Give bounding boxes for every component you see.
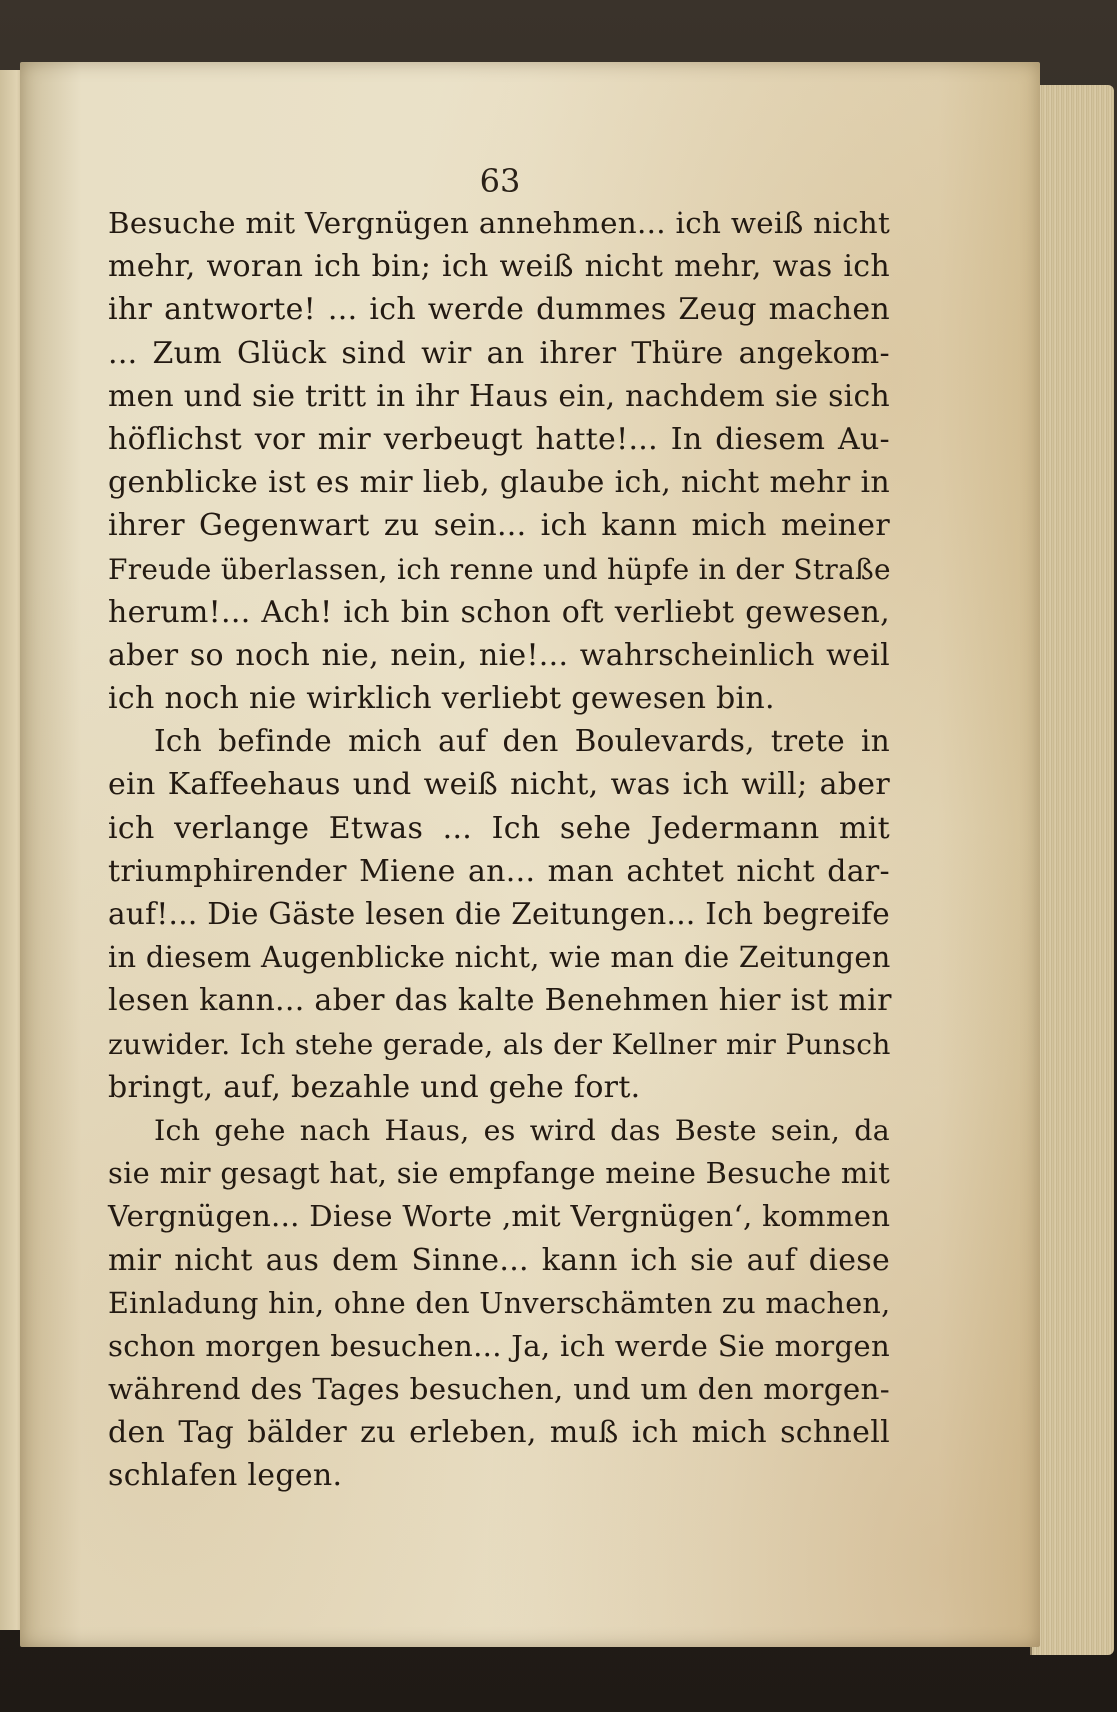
text-line: bringt, auf, bezahle und gehe fort. bbox=[108, 1069, 641, 1105]
text-line: ihr antworte! ... ich werde dummes Zeug machen bbox=[108, 292, 890, 328]
text-line: triumphirender Miene an... man achtet nicht dar- bbox=[108, 853, 890, 889]
text-line: Ich gehe nach Haus, es wird das Beste sein, da bbox=[154, 1113, 890, 1147]
text-line: den Tag bälder zu erleben, muß ich mich schnell bbox=[108, 1415, 890, 1451]
text-line: während des Tages besuchen, und um den morgen- bbox=[108, 1372, 890, 1407]
book-page bbox=[20, 62, 1040, 1647]
text-line: aber so noch nie, nein, nie!... wahrscheinlich weil bbox=[108, 637, 890, 673]
text-line: ... Zum Glück sind wir an ihrer Thüre angekom- bbox=[108, 335, 890, 371]
text-line: Besuche mit Vergnügen annehmen... ich weiß nicht bbox=[108, 206, 891, 240]
page-text bbox=[108, 202, 890, 1498]
page-edges bbox=[1030, 85, 1114, 1655]
text-line: sie mir gesagt hat, sie empfange meine Besuche mit bbox=[108, 1156, 890, 1191]
text-line: auf!... Die Gäste lesen die Zeitungen... Ich begreife bbox=[108, 897, 890, 931]
text-line: schon morgen besuchen... Ja, ich werde Sie morgen bbox=[108, 1328, 890, 1363]
text-line: in diesem Augenblicke nicht, wie man die Zeitungen bbox=[108, 940, 891, 975]
page-number: 63 bbox=[479, 162, 521, 200]
text-line: ein Kaffeehaus und weiß nicht, was ich will; aber bbox=[108, 767, 890, 803]
text-line: höflichst vor mir verbeugt hatte!... In diesem Au- bbox=[108, 421, 890, 457]
text-line: mehr, woran ich bin; ich weiß nicht mehr, was ich bbox=[108, 249, 890, 285]
text-line: lesen kann... aber das kalte Benehmen hier ist mir bbox=[108, 983, 892, 1019]
text-line: ich verlange Etwas ... Ich sehe Jedermann mit bbox=[108, 810, 890, 846]
text-line: Freude überlassen, ich renne und hüpfe in der Straße bbox=[108, 552, 891, 586]
text-line: Ich befinde mich auf den Boulevards, trete in bbox=[154, 724, 890, 759]
text-line: herum!... Ach! ich bin schon oft verliebt gewesen, bbox=[108, 594, 890, 630]
text-line: men und sie tritt in ihr Haus ein, nachdem sie sich bbox=[108, 378, 890, 414]
text-line: Vergnügen... Diese Worte ‚mit Vergnügen‘, kommen bbox=[108, 1199, 891, 1234]
text-line: ihrer Gegenwart zu sein... ich kann mich meiner bbox=[108, 508, 890, 544]
text-line: schlafen legen. bbox=[108, 1458, 343, 1494]
text-line: Einladung hin, ohne den Unverschämten zu machen, bbox=[108, 1285, 891, 1320]
text-line: genblicke ist es mir lieb, glaube ich, nicht mehr in bbox=[108, 465, 890, 501]
text-line: ich noch nie wirklich verliebt gewesen bin. bbox=[108, 681, 775, 717]
text-line: mir nicht aus dem Sinne... kann ich sie auf diese bbox=[108, 1242, 890, 1278]
text-line: zuwider. Ich stehe gerade, als der Kellner mir Punsch bbox=[108, 1027, 891, 1061]
